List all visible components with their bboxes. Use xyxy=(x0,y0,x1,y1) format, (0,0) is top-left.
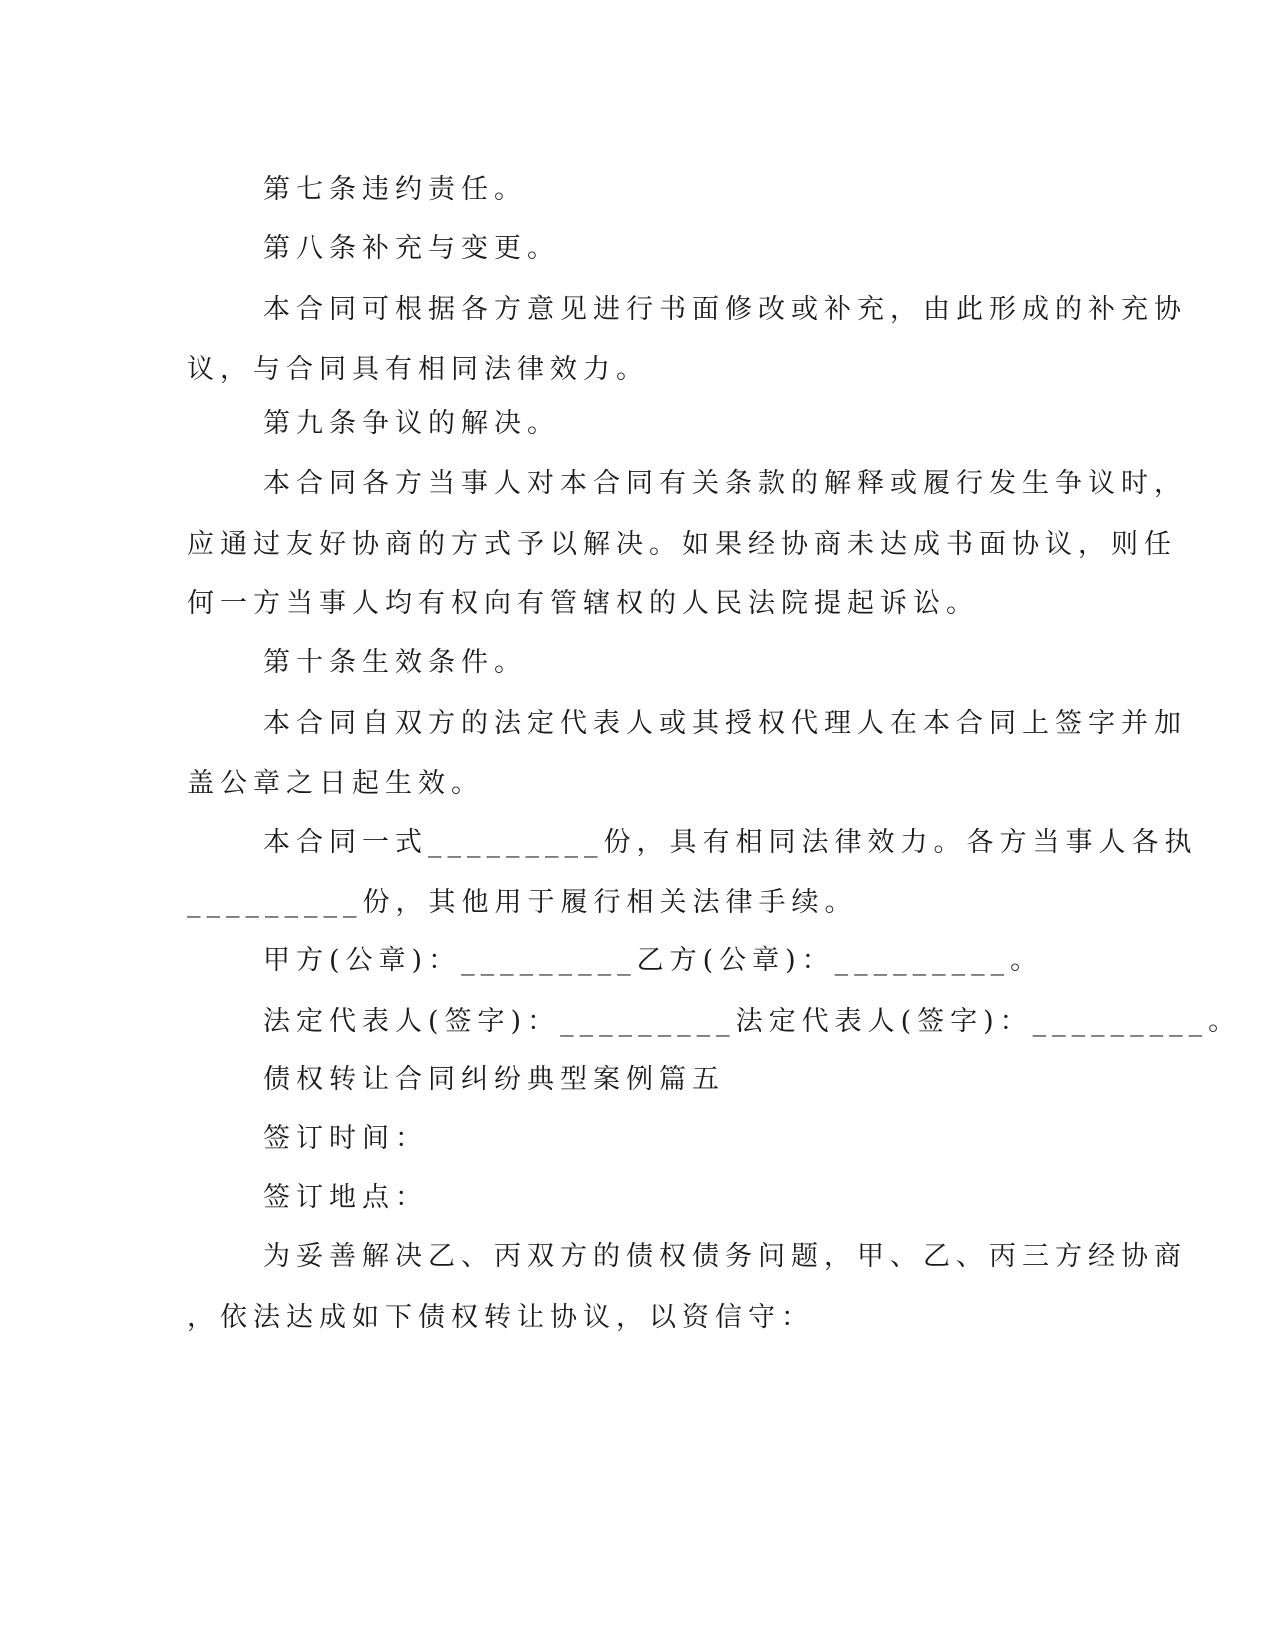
section-title: 债权转让合同纠纷典型案例篇五 xyxy=(263,1064,725,1095)
legal-representative-signature-line: 法定代表人(签字)：_________法定代表人(签字)：_________。 xyxy=(263,1006,1242,1037)
article-10-heading: 第十条生效条件。 xyxy=(263,647,527,678)
party-seals-line: 甲方(公章)：_________乙方(公章)：_________。 xyxy=(263,945,1044,976)
copies-line-2: _________份，其他用于履行相关法律手续。 xyxy=(187,887,858,918)
article-9-text-line-1: 本合同各方当事人对本合同有关条款的解释或履行发生争议时， xyxy=(263,468,1187,499)
article-8-heading: 第八条补充与变更。 xyxy=(263,233,560,264)
article-8-text-line-2: 议，与合同具有相同法律效力。 xyxy=(187,354,649,385)
copies-line-1: 本合同一式_________份，具有相同法律效力。各方当事人各执 xyxy=(263,827,1198,858)
article-9-text-line-3: 何一方当事人均有权向有管辖权的人民法院提起诉讼。 xyxy=(187,588,979,619)
article-10-text-line-2: 盖公章之日起生效。 xyxy=(187,768,484,799)
signing-time: 签订时间： xyxy=(263,1123,428,1154)
preamble-line-2: ，依法达成如下债权转让协议，以资信守： xyxy=(187,1302,814,1333)
article-10-text-line-1: 本合同自双方的法定代表人或其授权代理人在本合同上签字并加 xyxy=(263,708,1187,739)
article-8-text-line-1: 本合同可根据各方意见进行书面修改或补充，由此形成的补充协 xyxy=(263,294,1187,325)
article-9-text-line-2: 应通过友好协商的方式予以解决。如果经协商未达成书面协议，则任 xyxy=(187,529,1177,560)
preamble-line-1: 为妥善解决乙、丙双方的债权债务问题，甲、乙、丙三方经协商 xyxy=(263,1241,1187,1272)
article-7-heading: 第七条违约责任。 xyxy=(263,174,527,205)
article-9-heading: 第九条争议的解决。 xyxy=(263,408,560,439)
signing-place: 签订地点： xyxy=(263,1182,428,1213)
